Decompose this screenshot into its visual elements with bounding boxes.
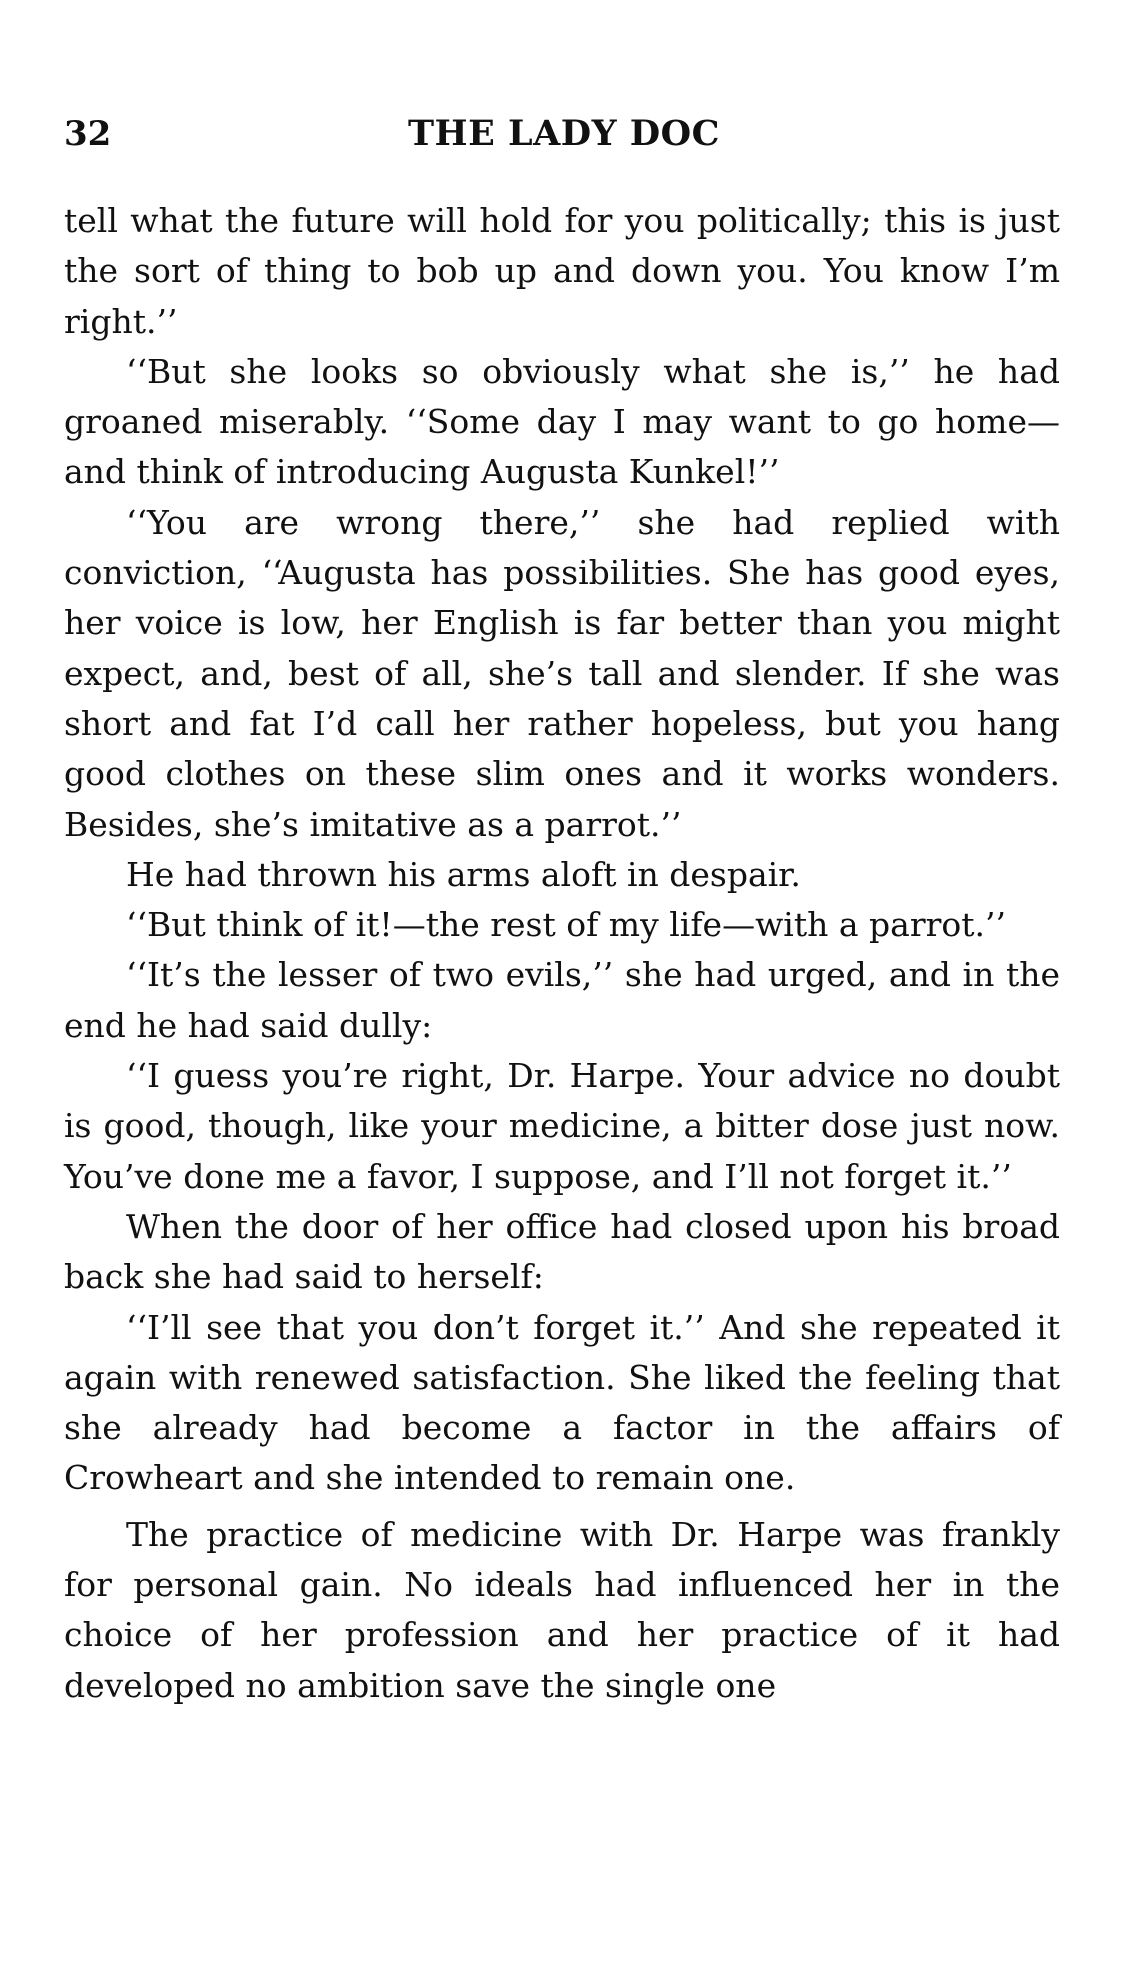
paragraph: ‘‘You are wrong there,’’ she had replied with conviction, ‘‘Augusta has possibilities. She has good eyes, her voice is low, her English is far better than you might expect, and, best of all, she’s tall and slender. If she was short and fat I’d call her rather hopeless, but you hang good clothes on these slim ones and it works wonders. Besides, she’s imitative as a parrot.’’	[64, 502, 1060, 844]
paragraph: When the door of her office had closed upon his broad back she had said to herself:	[64, 1206, 1060, 1297]
paragraph: He had thrown his arms aloft in despair.	[126, 854, 801, 894]
running-title: THE LADY DOC	[408, 113, 720, 154]
paragraph: ‘‘But she looks so obviously what she is,’’ he had groaned miserably. ‘‘Some day I may want to go home—and think of introducing Augusta Kunkel!’’	[64, 351, 1060, 492]
paragraph: ‘‘I’ll see that you don’t forget it.’’ And she repeated it again with renewed satisfaction. She liked the feeling that she already had become a factor in the affairs of Crowheart and she intended to remain one.	[64, 1307, 1060, 1498]
paragraph-continued: tell what the future will hold for you politically; this is just the sort of thing to bob up and down you. You know I’m right.’’	[64, 201, 1060, 341]
body-text	[64, 196, 1060, 1711]
paragraph: The practice of medicine with Dr. Harpe was frankly for personal gain. No ideals had influenced her in the choice of her profession and her practice of it had developed no ambition save the single one	[64, 1514, 1060, 1705]
paragraph: ‘‘But think of it!—the rest of my life—with a parrot.’’	[126, 905, 1006, 945]
paragraph: ‘‘It’s the lesser of two evils,’’ she had urged, and in the end he had said dully:	[64, 955, 1060, 1045]
paragraph: ‘‘I guess you’re right, Dr. Harpe. Your advice no doubt is good, though, like your medicine, a bitter dose just now. You’ve done me a favor, I suppose, and I’ll not forget it.’’	[64, 1056, 1060, 1196]
page-number: 32	[64, 114, 112, 154]
page-header	[64, 104, 1064, 164]
